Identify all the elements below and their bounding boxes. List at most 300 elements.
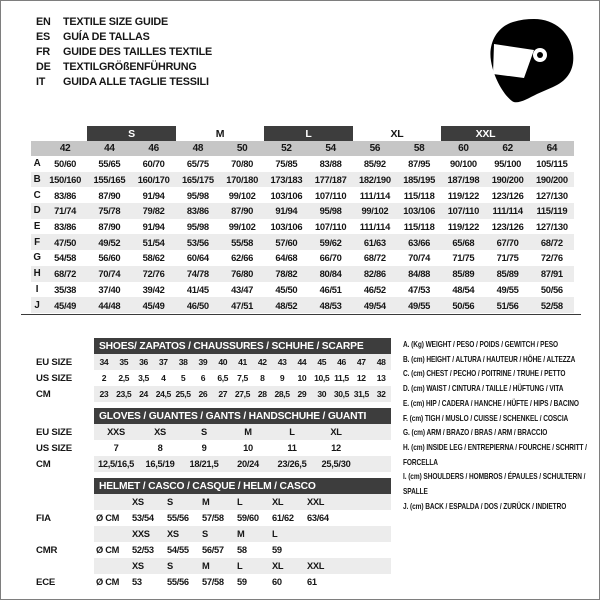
measurement-row bbox=[31, 250, 574, 266]
row-label: CM bbox=[36, 388, 51, 400]
glove-size-value: XL bbox=[330, 427, 342, 437]
glove-size-value: 11 bbox=[287, 443, 297, 453]
values-band bbox=[94, 354, 391, 370]
measurement-value: 74/78 bbox=[186, 268, 209, 280]
helmet-size-value: L bbox=[272, 529, 278, 539]
helmet-size-value: 59/60 bbox=[237, 513, 259, 523]
shoe-size-value: 45 bbox=[317, 357, 327, 367]
measurement-value: 123/126 bbox=[491, 221, 524, 233]
measurement-value: 78/82 bbox=[275, 268, 298, 280]
shoes-rows bbox=[36, 354, 391, 402]
measurement-value: 71/74 bbox=[54, 205, 77, 217]
shoe-size-value: 39 bbox=[198, 357, 208, 367]
helmet-size-value: 57/58 bbox=[202, 577, 224, 587]
diameter-unit: Ø CM bbox=[96, 577, 120, 587]
shoe-size-value: 9 bbox=[279, 373, 285, 383]
shoe-size-value: 32 bbox=[376, 389, 386, 399]
standard-label: ECE bbox=[36, 576, 56, 588]
measurement-value: 51/54 bbox=[142, 236, 165, 248]
measurement-letter: H bbox=[33, 268, 41, 280]
measurement-value: 105/115 bbox=[536, 158, 568, 170]
measurement-value: 111/114 bbox=[359, 221, 390, 233]
measurement-value: 119/122 bbox=[447, 221, 480, 233]
measurement-value: 75/85 bbox=[275, 158, 298, 170]
group-header-spacer bbox=[31, 126, 87, 141]
helmet-icon bbox=[487, 16, 575, 110]
measurement-value: 107/110 bbox=[314, 221, 347, 233]
measurement-value: 43/47 bbox=[231, 283, 254, 295]
helmet-size-value: M bbox=[202, 561, 210, 571]
helmet-size-value: 53/54 bbox=[132, 513, 154, 523]
language-code: FR bbox=[36, 45, 50, 58]
helmet-size-value: 61 bbox=[307, 577, 317, 587]
shoe-size-value: 10,5 bbox=[314, 373, 330, 383]
measurement-row bbox=[31, 203, 574, 219]
measurement-value: 49/55 bbox=[496, 283, 519, 295]
row-label: EU SIZE bbox=[36, 356, 72, 368]
size-group-label: M bbox=[215, 127, 225, 140]
guide-title: GUIDA ALLE TAGLIE TESSILI bbox=[63, 76, 209, 89]
measurement-value: 68/72 bbox=[54, 268, 77, 280]
measurement-value: 87/90 bbox=[231, 205, 254, 217]
diameter-unit bbox=[94, 526, 130, 542]
measurement-value: 165/175 bbox=[181, 174, 214, 186]
measurement-value: 65/68 bbox=[452, 236, 475, 248]
measurement-value: 115/118 bbox=[403, 189, 435, 201]
measurement-value: 91/94 bbox=[142, 189, 165, 201]
shoes-title-bar: SHOES/ ZAPATOS / CHAUSSURES / SCHUHE / SCARPE bbox=[94, 338, 391, 354]
shoe-size-value: 6 bbox=[200, 373, 206, 383]
measurement-value: 54/58 bbox=[54, 252, 77, 264]
row-label: CM bbox=[36, 458, 51, 470]
measurement-legend bbox=[403, 337, 590, 513]
standard-label bbox=[36, 558, 94, 574]
measurement-value: 47/51 bbox=[231, 299, 254, 311]
measurement-value: 46/51 bbox=[319, 283, 342, 295]
glove-size-value: XXS bbox=[107, 427, 125, 437]
measurement-value: 55/58 bbox=[231, 236, 254, 248]
measurement-value: 48/53 bbox=[319, 299, 342, 311]
language-row bbox=[36, 60, 212, 75]
measurement-letter: D bbox=[33, 205, 41, 217]
shoe-size-value: 23 bbox=[99, 389, 109, 399]
measurement-value: 103/106 bbox=[403, 205, 436, 217]
helmet-size-value: 60 bbox=[272, 577, 282, 587]
measurement-value: 44/48 bbox=[98, 299, 121, 311]
measurement-row bbox=[31, 156, 574, 172]
shoes-row bbox=[36, 386, 391, 402]
measurement-value: 87/90 bbox=[98, 221, 121, 233]
values-band bbox=[94, 440, 391, 456]
measurement-value: 123/126 bbox=[491, 189, 524, 201]
glove-size-value: S bbox=[201, 427, 207, 437]
shoe-size-value: 24,5 bbox=[155, 389, 171, 399]
values-band bbox=[94, 526, 391, 542]
measurement-value: 103/106 bbox=[270, 189, 303, 201]
measurement-value: 49/55 bbox=[408, 299, 431, 311]
gloves-section bbox=[36, 408, 391, 472]
helmet-size-value: 56/57 bbox=[202, 545, 224, 555]
shoe-size-value: 6,5 bbox=[217, 373, 229, 383]
legend-item: G. (cm) ARM / BRAZO / BRAS / ARM / BRACCIO bbox=[403, 427, 548, 438]
shoe-size-value: 35 bbox=[119, 357, 129, 367]
size-number: 64 bbox=[546, 143, 558, 154]
measurement-value: 84/88 bbox=[408, 268, 431, 280]
shoe-size-value: 7,5 bbox=[237, 373, 248, 383]
measurement-value: 107/110 bbox=[314, 189, 347, 201]
measurement-rows bbox=[31, 156, 574, 313]
measurement-value: 70/74 bbox=[408, 252, 431, 264]
glove-size-value: 12 bbox=[331, 443, 341, 453]
helmet-rows bbox=[36, 494, 391, 590]
shoe-size-value: 27 bbox=[218, 389, 228, 399]
shoe-size-value: 37 bbox=[158, 357, 168, 367]
helmet-size-value: 55/56 bbox=[167, 577, 189, 587]
measurement-row bbox=[31, 297, 574, 313]
helmet-size-value: XS bbox=[132, 497, 144, 507]
measurement-value: 190/200 bbox=[491, 174, 524, 186]
glove-size-value: 12,5/16,5 bbox=[97, 459, 135, 469]
shoe-size-value: 30,5 bbox=[333, 389, 350, 399]
measurement-letter: C bbox=[33, 189, 41, 201]
standard-label bbox=[36, 494, 94, 510]
glove-size-value: L bbox=[289, 427, 295, 437]
measurement-value: 76/80 bbox=[231, 268, 254, 280]
measurement-value: 71/75 bbox=[496, 252, 519, 264]
measurement-value: 90/100 bbox=[449, 158, 477, 170]
measurement-value: 62/66 bbox=[231, 252, 254, 264]
measurement-value: 46/52 bbox=[363, 283, 386, 295]
measurement-value: 50/56 bbox=[452, 299, 475, 311]
size-number: 58 bbox=[413, 143, 425, 154]
helmet-size-value bbox=[305, 542, 340, 558]
shoe-size-value: 29 bbox=[297, 389, 307, 399]
measurement-value: 83/88 bbox=[319, 158, 342, 170]
helmet-section bbox=[36, 478, 391, 590]
helmet-size-value: 59 bbox=[237, 577, 247, 587]
measurement-value: 49/52 bbox=[98, 236, 121, 248]
measurement-value: 70/74 bbox=[98, 268, 121, 280]
values-band bbox=[94, 370, 391, 386]
measurement-value: 177/187 bbox=[314, 174, 347, 186]
shoe-size-value: 44 bbox=[297, 357, 307, 367]
legend-item: D. (cm) WAIST / CINTURA / TAILLE / HÜFTUNG / VITA bbox=[403, 383, 564, 394]
values-band bbox=[94, 424, 391, 440]
values-band bbox=[94, 386, 391, 402]
standard-label: FIA bbox=[36, 512, 51, 524]
helmet-size-value: S bbox=[167, 561, 173, 571]
helmet-size-value: 61/62 bbox=[272, 513, 294, 523]
glove-size-value: 8 bbox=[157, 443, 163, 453]
values-band bbox=[94, 494, 391, 510]
measurement-value: 83/86 bbox=[186, 205, 209, 217]
helmet-size-value: M bbox=[202, 497, 210, 507]
measurement-value: 91/94 bbox=[275, 205, 298, 217]
measurement-value: 85/92 bbox=[363, 158, 386, 170]
helmet-size-value: 63/64 bbox=[307, 513, 329, 523]
measurement-value: 68/72 bbox=[363, 252, 386, 264]
measurement-value: 103/106 bbox=[270, 221, 303, 233]
shoes-row bbox=[36, 354, 391, 370]
measurement-letter: I bbox=[35, 283, 39, 295]
measurement-value: 59/62 bbox=[319, 236, 342, 248]
shoe-size-value: 28,5 bbox=[274, 389, 290, 399]
helmet-size-value: 57/58 bbox=[202, 513, 224, 523]
measurement-value: 83/86 bbox=[54, 221, 77, 233]
measurement-value: 187/198 bbox=[447, 174, 480, 186]
measurement-value: 39/42 bbox=[142, 283, 165, 295]
measurement-value: 53/56 bbox=[186, 236, 209, 248]
measurement-value: 65/75 bbox=[186, 158, 209, 170]
glove-size-value: M bbox=[244, 427, 252, 437]
measurement-value: 127/130 bbox=[535, 189, 568, 201]
size-group-label: XL bbox=[390, 127, 404, 140]
measurement-row bbox=[31, 234, 574, 250]
row-label: EU SIZE bbox=[36, 426, 72, 438]
shoe-size-value: 25,5 bbox=[175, 389, 191, 399]
helmet-row bbox=[36, 510, 391, 526]
shoes-section bbox=[36, 338, 391, 402]
shoe-size-value: 24 bbox=[139, 389, 148, 399]
shoe-size-value: 28 bbox=[257, 389, 267, 399]
measurement-value: 45/49 bbox=[142, 299, 165, 311]
measurement-value: 85/89 bbox=[496, 268, 519, 280]
standard-label: CMR bbox=[36, 544, 58, 556]
row-label: US SIZE bbox=[36, 372, 72, 384]
shoe-size-value: 34 bbox=[99, 357, 109, 367]
helmet-size-value: 52/53 bbox=[132, 545, 154, 555]
size-number: 50 bbox=[236, 143, 248, 154]
measurement-value: 82/86 bbox=[363, 268, 386, 280]
section-divider bbox=[21, 314, 581, 315]
measurement-value: 155/165 bbox=[93, 174, 126, 186]
measurement-value: 99/102 bbox=[361, 205, 389, 217]
measurement-row bbox=[31, 172, 574, 188]
language-code: DE bbox=[36, 61, 51, 74]
shoe-size-value: 5 bbox=[180, 373, 186, 383]
measurement-value: 35/38 bbox=[54, 283, 77, 295]
measurement-value: 60/64 bbox=[186, 252, 209, 264]
measurement-value: 75/78 bbox=[98, 205, 121, 217]
measurement-letter: F bbox=[34, 236, 40, 248]
helmet-size-value: S bbox=[202, 529, 208, 539]
shoe-size-value: 4 bbox=[161, 373, 166, 383]
legend-item: C. (cm) CHEST / PECHO / POITRINE / TRUHE / PETTO bbox=[403, 368, 566, 379]
measurement-value: 99/102 bbox=[228, 189, 256, 201]
measurement-row bbox=[31, 266, 574, 282]
language-row bbox=[36, 44, 212, 59]
shoe-size-value: 12 bbox=[356, 373, 366, 383]
gloves-row bbox=[36, 424, 391, 440]
measurement-value: 79/82 bbox=[142, 205, 165, 217]
helmet-row bbox=[36, 574, 391, 590]
diameter-unit bbox=[94, 558, 130, 574]
helmet-size-value: S bbox=[167, 497, 173, 507]
measurement-value: 52/58 bbox=[540, 299, 563, 311]
measurement-value: 48/52 bbox=[275, 299, 298, 311]
measurement-letter: B bbox=[33, 174, 41, 186]
language-row bbox=[36, 14, 212, 29]
measurement-value: 170/180 bbox=[226, 174, 259, 186]
measurement-value: 119/122 bbox=[447, 189, 480, 201]
measurement-row bbox=[31, 187, 574, 203]
measurement-letter: G bbox=[33, 252, 41, 264]
helmet-size-value: 54/55 bbox=[167, 545, 189, 555]
helmet-size-value: 59 bbox=[272, 545, 282, 555]
values-band bbox=[94, 456, 391, 472]
legend-item: E. (cm) HIP / CADERA / HANCHE / HÜFTE / HIPS / BACINO bbox=[403, 397, 579, 408]
measurement-value: 50/56 bbox=[540, 283, 563, 295]
shoe-size-value: 48 bbox=[376, 357, 386, 367]
legend-item: A. (Kg) WEIGHT / PESO / POIDS / GEWITCH / PESO bbox=[403, 339, 559, 349]
measurement-value: 72/76 bbox=[540, 252, 563, 264]
shoe-size-value: 42 bbox=[257, 357, 267, 367]
measurement-value: 63/66 bbox=[408, 236, 431, 248]
helmet-size-value: XL bbox=[272, 497, 284, 507]
shoes-row bbox=[36, 370, 391, 386]
measurement-value: 61/63 bbox=[363, 236, 386, 248]
size-number: 56 bbox=[369, 143, 381, 154]
measurement-value: 173/183 bbox=[270, 174, 303, 186]
measurement-value: 67/70 bbox=[496, 236, 519, 248]
measurement-value: 45/49 bbox=[54, 299, 77, 311]
gloves-row bbox=[36, 440, 391, 456]
shoe-size-value: 46 bbox=[337, 357, 346, 367]
language-row bbox=[36, 29, 212, 44]
measurement-value: 115/118 bbox=[403, 221, 435, 233]
legend-item: I. (cm) SHOULDERS / HOMBROS / ÉPAULES / SCHULTERN / SPALLE bbox=[403, 471, 586, 497]
legend-item: B. (cm) HEIGHT / ALTURA / HAUTEUR / HÖHE / ALTEZZA bbox=[403, 353, 576, 364]
measurement-value: 60/70 bbox=[142, 158, 165, 170]
shoe-size-value: 31,5 bbox=[353, 389, 369, 399]
shoe-size-value: 26 bbox=[198, 389, 208, 399]
helmet-size-value: XL bbox=[272, 561, 284, 571]
row-label: US SIZE bbox=[36, 442, 72, 454]
legend-item: H. (cm) INSIDE LEG / ENTREPIERNA / FOURCHE / SCHRITT / FORCELLA bbox=[403, 441, 587, 467]
diameter-unit: Ø CM bbox=[96, 513, 120, 523]
glove-size-value: 9 bbox=[201, 443, 207, 453]
glove-size-value: 10 bbox=[243, 443, 253, 453]
shoe-size-value: 3,5 bbox=[138, 373, 149, 383]
shoe-size-value: 27,5 bbox=[234, 389, 251, 399]
helmet-row bbox=[36, 494, 391, 510]
helmet-size-value: XS bbox=[132, 561, 144, 571]
values-band bbox=[94, 558, 391, 574]
shoe-size-value: 36 bbox=[139, 357, 148, 367]
measurement-value: 47/50 bbox=[54, 236, 77, 248]
helmet-row bbox=[36, 542, 391, 558]
measurement-value: 66/70 bbox=[319, 252, 342, 264]
measurement-value: 57/60 bbox=[275, 236, 298, 248]
measurement-value: 50/60 bbox=[54, 158, 77, 170]
measurement-value: 85/89 bbox=[452, 268, 475, 280]
helmet-size-value: 55/56 bbox=[167, 513, 189, 523]
measurement-value: 87/91 bbox=[540, 268, 563, 280]
measurement-value: 95/100 bbox=[494, 158, 522, 170]
measurement-value: 45/50 bbox=[275, 283, 298, 295]
measurement-value: 41/45 bbox=[186, 283, 209, 295]
size-number: 42 bbox=[59, 143, 71, 154]
measurement-value: 47/53 bbox=[408, 283, 431, 295]
shoe-size-value: 30 bbox=[317, 389, 327, 399]
size-group-header-row bbox=[31, 126, 574, 141]
measurement-value: 87/90 bbox=[98, 189, 121, 201]
measurement-value: 182/190 bbox=[358, 174, 391, 186]
size-row-corner bbox=[31, 141, 43, 156]
measurement-value: 72/76 bbox=[142, 268, 165, 280]
gloves-title-bar: GLOVES / GUANTES / GANTS / HANDSCHUHE / GUANTI bbox=[94, 408, 391, 424]
standard-label bbox=[36, 526, 94, 542]
glove-size-value: 23/26,5 bbox=[277, 459, 307, 469]
size-group-label: S bbox=[87, 126, 176, 141]
legend-item: F. (cm) TIGH / MUSLO / CUISSE / SCHENKEL / COSCIA bbox=[403, 412, 569, 423]
measurement-value: 160/170 bbox=[137, 174, 170, 186]
glove-size-value: 25,5/30 bbox=[321, 459, 351, 469]
measurement-value: 190/200 bbox=[535, 174, 568, 186]
glove-size-value: 20/24 bbox=[237, 459, 259, 469]
measurement-value: 58/62 bbox=[142, 252, 165, 264]
shoe-size-value: 38 bbox=[178, 357, 188, 367]
size-number: 44 bbox=[104, 143, 115, 154]
language-row bbox=[36, 75, 212, 90]
measurement-value: 46/50 bbox=[186, 299, 209, 311]
helmet-size-value bbox=[305, 526, 340, 542]
measurement-value: 95/98 bbox=[186, 221, 209, 233]
shoe-size-value: 40 bbox=[218, 357, 228, 367]
size-number: 52 bbox=[281, 143, 292, 154]
measurement-value: 91/94 bbox=[142, 221, 165, 233]
shoe-size-value: 2,5 bbox=[118, 373, 130, 383]
measurement-value: 51/56 bbox=[496, 299, 519, 311]
glove-size-value: 7 bbox=[113, 443, 119, 453]
size-number: 54 bbox=[325, 143, 336, 154]
shoe-size-value: 43 bbox=[277, 357, 287, 367]
size-number-row bbox=[31, 141, 574, 156]
shoe-size-value: 2 bbox=[101, 373, 107, 383]
diameter-unit: Ø CM bbox=[96, 545, 120, 555]
measurement-value: 71/75 bbox=[452, 252, 475, 264]
measurement-row bbox=[31, 219, 574, 235]
glove-size-value: 18/21,5 bbox=[189, 459, 219, 469]
shoe-size-value: 41 bbox=[238, 357, 247, 367]
measurement-letter: A bbox=[33, 158, 41, 170]
measurement-value: 95/98 bbox=[186, 189, 209, 201]
helmet-title-bar: HELMET / CASCO / CASQUE / HELM / CASCO bbox=[94, 478, 391, 494]
measurement-value: 87/95 bbox=[408, 158, 431, 170]
helmet-size-value: 53 bbox=[132, 577, 142, 587]
measurement-value: 80/84 bbox=[319, 268, 342, 280]
values-band bbox=[94, 510, 391, 526]
helmet-size-value: XXL bbox=[307, 561, 325, 571]
helmet-size-value: L bbox=[237, 497, 243, 507]
measurement-value: 99/102 bbox=[228, 221, 256, 233]
measurement-letter: J bbox=[34, 299, 40, 311]
shoe-size-value: 47 bbox=[356, 357, 366, 367]
size-number: 62 bbox=[502, 143, 513, 154]
measurement-value: 115/119 bbox=[536, 205, 568, 217]
textile-size-table bbox=[31, 126, 574, 313]
shoe-size-value: 23,5 bbox=[116, 389, 132, 399]
measurement-value: 95/98 bbox=[319, 205, 342, 217]
measurement-row bbox=[31, 282, 574, 298]
measurement-value: 127/130 bbox=[535, 221, 568, 233]
measurement-value: 150/160 bbox=[49, 174, 82, 186]
helmet-row bbox=[36, 558, 391, 574]
glove-size-value: XS bbox=[154, 427, 166, 437]
size-number: 60 bbox=[458, 143, 469, 154]
measurement-value: 37/40 bbox=[98, 283, 121, 295]
measurement-letter: E bbox=[33, 221, 41, 233]
